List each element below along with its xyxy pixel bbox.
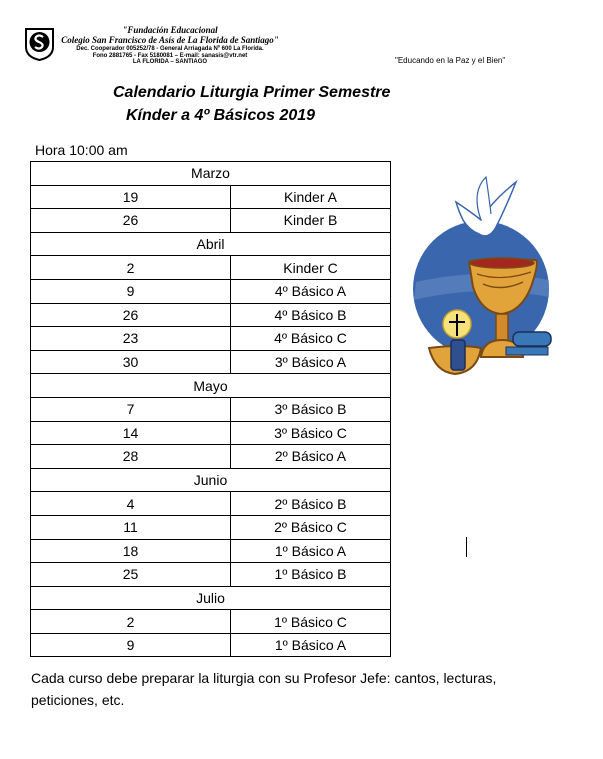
day-cell: 25 <box>31 563 231 587</box>
day-cell: 19 <box>31 185 231 209</box>
course-cell: 3º Básico C <box>231 421 391 445</box>
footer-note: Cada curso debe preparar la liturgia con su Profesor Jefe: cantos, lecturas, peticiones, etc. <box>31 670 497 708</box>
table-row <box>31 209 391 233</box>
school-motto: "Educando en la Paz y el Bien" <box>395 56 506 65</box>
day-cell: 9 <box>31 279 231 303</box>
month-name: Junio <box>31 468 391 492</box>
course-cell: 1º Básico A <box>231 633 391 657</box>
table-row <box>31 539 391 563</box>
table-row <box>31 350 391 374</box>
text-cursor <box>466 537 467 557</box>
course-cell: 2º Básico C <box>231 515 391 539</box>
day-cell: 7 <box>31 397 231 421</box>
course-cell: 2º Básico B <box>231 492 391 516</box>
table-row <box>31 492 391 516</box>
table-row <box>31 610 391 634</box>
day-cell: 4 <box>31 492 231 516</box>
day-cell: 2 <box>31 610 231 634</box>
course-cell: 1º Básico C <box>231 610 391 634</box>
table-row <box>31 303 391 327</box>
day-cell: 26 <box>31 303 231 327</box>
course-cell: Kinder A <box>231 185 391 209</box>
day-cell: 26 <box>31 209 231 233</box>
day-cell: 28 <box>31 445 231 469</box>
document-subtitle: Kínder a 4º Básicos 2019 <box>126 107 316 124</box>
month-header-row <box>31 232 391 256</box>
course-cell: 3º Básico A <box>231 350 391 374</box>
header-contact: Fono 2881765 - Fax 5180081 – E-mail: sanasis@vtr.net <box>92 52 248 59</box>
month-header-row <box>31 586 391 610</box>
course-cell: 2º Básico A <box>231 445 391 469</box>
liturgy-calendar-table <box>30 161 391 657</box>
course-cell: 4º Básico C <box>231 327 391 351</box>
course-cell: Kinder C <box>231 256 391 280</box>
month-header-row <box>31 374 391 398</box>
table-row <box>31 279 391 303</box>
eucharist-dove-chalice-icon <box>411 172 561 386</box>
table-row <box>31 327 391 351</box>
table-row <box>31 256 391 280</box>
month-header-row <box>31 468 391 492</box>
day-cell: 11 <box>31 515 231 539</box>
header-city: LA FLORIDA – SANTIAGO <box>132 59 208 66</box>
course-cell: 4º Básico B <box>231 303 391 327</box>
day-cell: 30 <box>31 350 231 374</box>
header-decree: Dec. Cooperador 005252/78 - General Arriagada Nº 600 La Florida. <box>76 45 264 52</box>
month-header-row <box>31 162 391 186</box>
course-cell: 1º Básico B <box>231 563 391 587</box>
day-cell: 18 <box>31 539 231 563</box>
table-row <box>31 563 391 587</box>
table-row <box>31 515 391 539</box>
day-cell: 23 <box>31 327 231 351</box>
table-row <box>31 185 391 209</box>
month-name: Julio <box>31 586 391 610</box>
course-cell: 1º Básico A <box>231 539 391 563</box>
month-name: Mayo <box>31 374 391 398</box>
day-cell: 9 <box>31 633 231 657</box>
month-name: Abril <box>31 232 391 256</box>
table-row <box>31 633 391 657</box>
header-school-name: Colegio San Francisco de Asís de La Florida de Santiago" <box>61 35 279 46</box>
table-row <box>31 421 391 445</box>
document-title: Calendario Liturgia Primer Semestre <box>113 84 391 101</box>
day-cell: 14 <box>31 421 231 445</box>
table-row <box>31 397 391 421</box>
course-cell: Kinder B <box>231 209 391 233</box>
day-cell: 2 <box>31 256 231 280</box>
schedule-time: Hora 10:00 am <box>35 142 128 158</box>
table-row <box>31 445 391 469</box>
school-logo-icon <box>24 27 55 61</box>
course-cell: 3º Básico B <box>231 397 391 421</box>
month-name: Marzo <box>31 162 391 186</box>
header-foundation: "Fundación Educacional <box>122 25 218 35</box>
course-cell: 4º Básico A <box>231 279 391 303</box>
school-header <box>60 25 280 66</box>
